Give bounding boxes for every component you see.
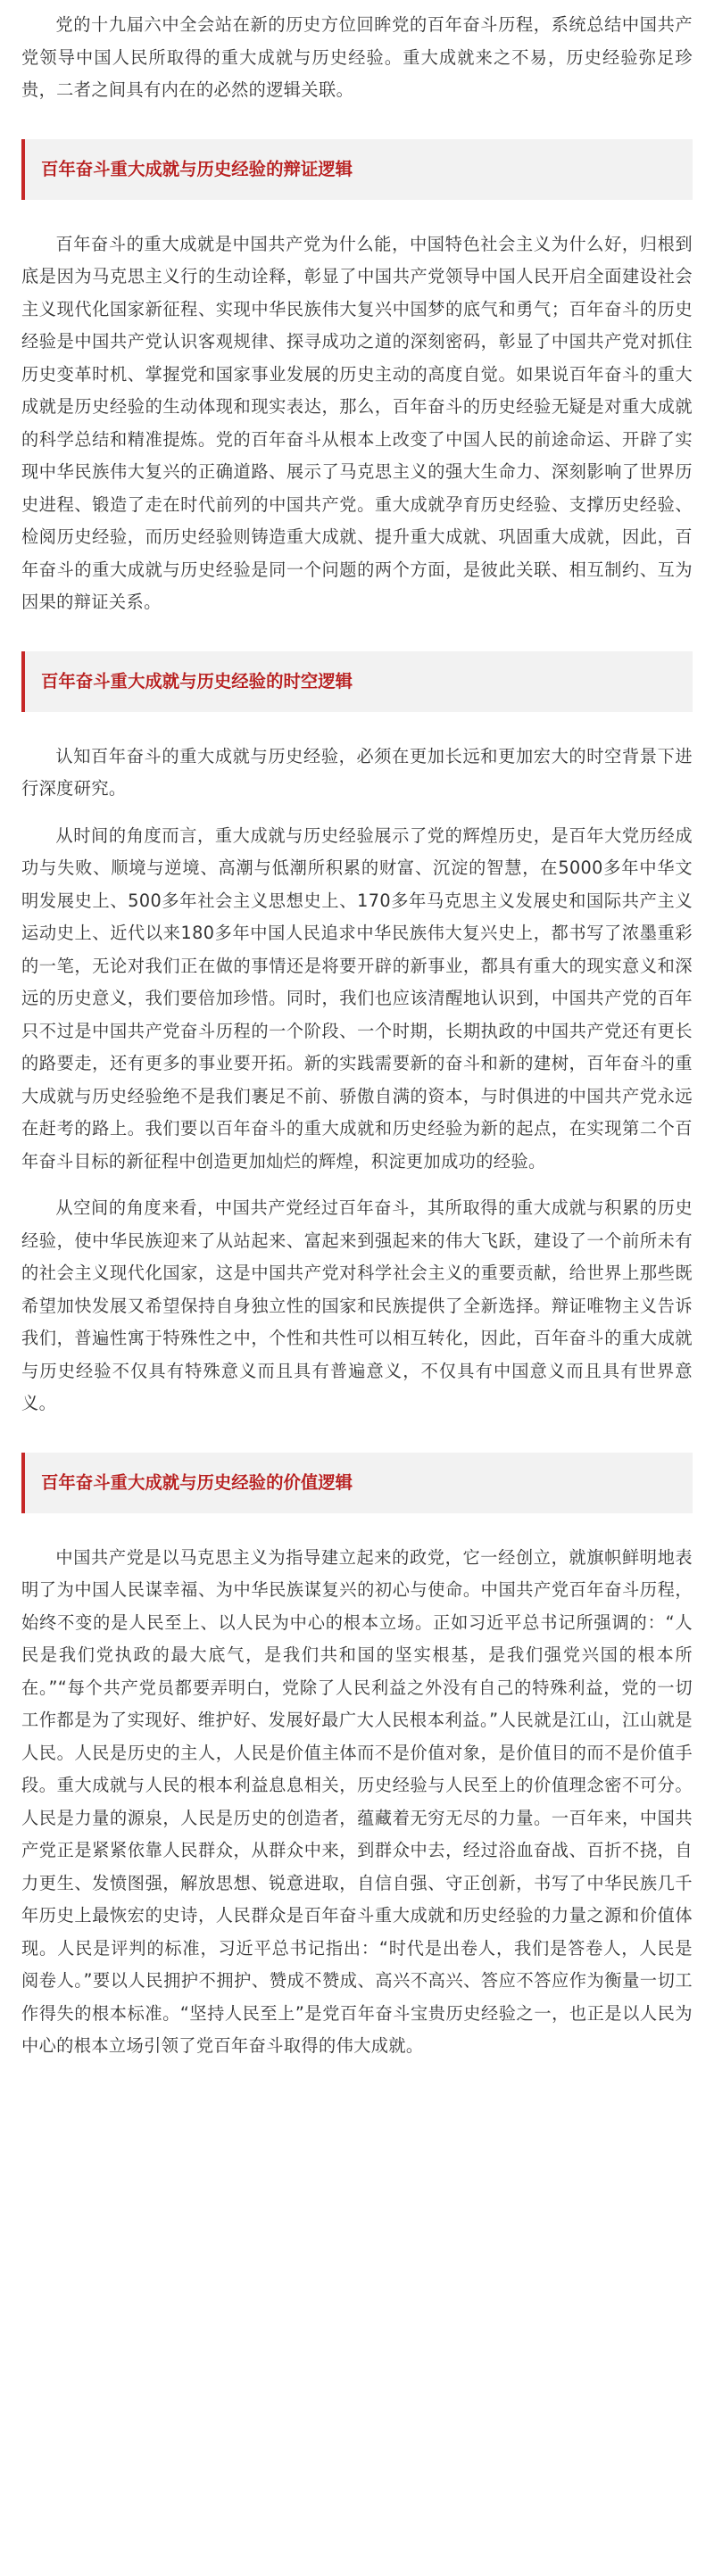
section-value-logic xyxy=(21,1453,693,2063)
body-paragraph: 认知百年奋斗的重大成就与历史经验，必须在更加长远和更加宏大的时空背景下进行深度研究。 xyxy=(21,745,693,799)
heading-accent-bar xyxy=(21,139,25,200)
body-paragraph: 中国共产党是以马克思主义为指导建立起来的政党，它一经创立，就旗帜鲜明地表明了为中国人民谋幸福、为中华民族谋复兴的初心与使命。中国共产党百年奋斗历程，始终不变的是人民至上、以人民为中心的根本立场。正如习近平总书记所强调的：“人民是我们党执政的最大底气，是我们共和国的坚实根基，是我们强党兴国的根本所在。”“每个共产党员都要弄明白，党除了人民利益之外没有自己的特殊利益，党的一切工作都是为了实现好、维护好、发展好最广大人民根本利益。”人民就是江山，江山就是人民。人民是历史的主人，人民是价值主体而不是价值对象，是价值目的而不是价值手段。重大成就与人民的根本利益息息相关，历史经验与人民至上的价值理念密不可分。人民是力量的源泉，人民是历史的创造者，蕴藏着无穷无尽的力量。一百年来，中国共产党正是紧紧依靠人民群众，从群众中来，到群众中去，经过浴血奋战、百折不挠，自力更生、发愤图强，解放思想、锐意进取，自信自强、守正创新，书写了中华民族几千年历史上最恢宏的史诗，人民群众是百年奋斗重大成就和历史经验的力量之源和价值体现。人民是评判的标准，习近平总书记指出：“时代是出卷人，我们是答卷人，人民是阅卷人。”要以人民拥护不拥护、赞成不赞成、高兴不高兴、答应不答应作为衡量一切工作得失的根本标准。“坚持人民至上”是党百年奋斗宝贵历史经验之一，也正是以人民为中心的根本立场引领了党百年奋斗取得的伟大成就。 xyxy=(21,1546,693,2056)
section-heading-text: 百年奋斗重大成就与历史经验的时空逻辑 xyxy=(41,670,353,692)
body-paragraph: 从空间的角度来看，中国共产党经过百年奋斗，其所取得的重大成就与积累的历史经验，使中华民族迎来了从站起来、富起来到强起来的伟大飞跃，建设了一个前所未有的社会主义现代化国家，这是中国共产党对科学社会主义的重要贡献，给世界上那些既希望加快发展又希望保持自身独立性的国家和民族提供了全新选择。辩证唯物主义告诉我们，普遍性寓于特殊性之中，个性和共性可以相互转化，因此，百年奋斗的重大成就与历史经验不仅具有特殊意义而且具有普遍意义，不仅具有中国意义而且具有世界意义。 xyxy=(21,1197,693,1413)
intro-paragraph: 党的十九届六中全会站在新的历史方位回眸党的百年奋斗历程，系统总结中国共产党领导中国人民所取得的重大成就与历史经验。重大成就来之不易，历史经验弥足珍贵，二者之间具有内在的必然的逻辑关联。 xyxy=(21,14,693,100)
section-heading-text: 百年奋斗重大成就与历史经验的价值逻辑 xyxy=(41,1471,353,1493)
heading-accent-bar xyxy=(21,651,25,712)
body-paragraph: 从时间的角度而言，重大成就与历史经验展示了党的辉煌历史，是百年大党历经成功与失败、顺境与逆境、高潮与低潮所积累的财富、沉淀的智慧，在5000多年中华文明发展史上、500多年社会主义思想史上、170多年马克思主义发展史和国际共产主义运动史上、近代以来180多年中国人民追求中华民族伟大复兴史上，都书写了浓墨重彩的一笔，无论对我们正在做的事情还是将要开辟的新事业，都具有重大的现实意义和深远的历史意义，我们要倍加珍惜。同时，我们也应该清醒地认识到，中国共产党的百年只不过是中国共产党奋斗历程的一个阶段、一个时期，长期执政的中国共产党还有更长的路要走，还有更多的事业要开拓。新的实践需要新的奋斗和新的建树，百年奋斗的重大成就与历史经验绝不是我们裹足不前、骄傲自满的资本，与时俱进的中国共产党永远在赶考的路上。我们要以百年奋斗的重大成就和历史经验为新的起点，在实现第二个百年奋斗目标的新征程中创造更加灿烂的辉煌，积淀更加成功的经验。 xyxy=(21,824,693,1172)
body-paragraph: 百年奋斗的重大成就是中国共产党为什么能，中国特色社会主义为什么好，归根到底是因为马克思主义行的生动诠释，彰显了中国共产党领导中国人民开启全面建设社会主义现代化国家新征程、实现中华民族伟大复兴中国梦的底气和勇气；百年奋斗的历史经验是中国共产党认识客观规律、探寻成功之道的深刻密码，彰显了中国共产党对抓住历史变革时机、掌握党和国家事业发展的历史主动的高度自觉。如果说百年奋斗的重大成就是历史经验的生动体现和现实表达，那么，百年奋斗的历史经验无疑是对重大成就的科学总结和精准提炼。党的百年奋斗从根本上改变了中国人民的前途命运、开辟了实现中华民族伟大复兴的正确道路、展示了马克思主义的强大生命力、深刻影响了世界历史进程、锻造了走在时代前列的中国共产党。重大成就孕育历史经验、支撑历史经验、检阅历史经验，而历史经验则铸造重大成就、提升重大成就、巩固重大成就，因此，百年奋斗的重大成就与历史经验是同一个问题的两个方面，是彼此关联、相互制约、互为因果的辩证关系。 xyxy=(21,233,693,612)
heading-accent-bar xyxy=(21,1453,25,1513)
section-heading xyxy=(21,651,693,712)
section-heading xyxy=(21,1453,693,1513)
section-dialectical-logic xyxy=(21,139,693,619)
section-heading-text: 百年奋斗重大成就与历史经验的辩证逻辑 xyxy=(41,158,353,179)
section-spatiotemporal-logic xyxy=(21,651,693,1421)
section-heading xyxy=(21,139,693,200)
